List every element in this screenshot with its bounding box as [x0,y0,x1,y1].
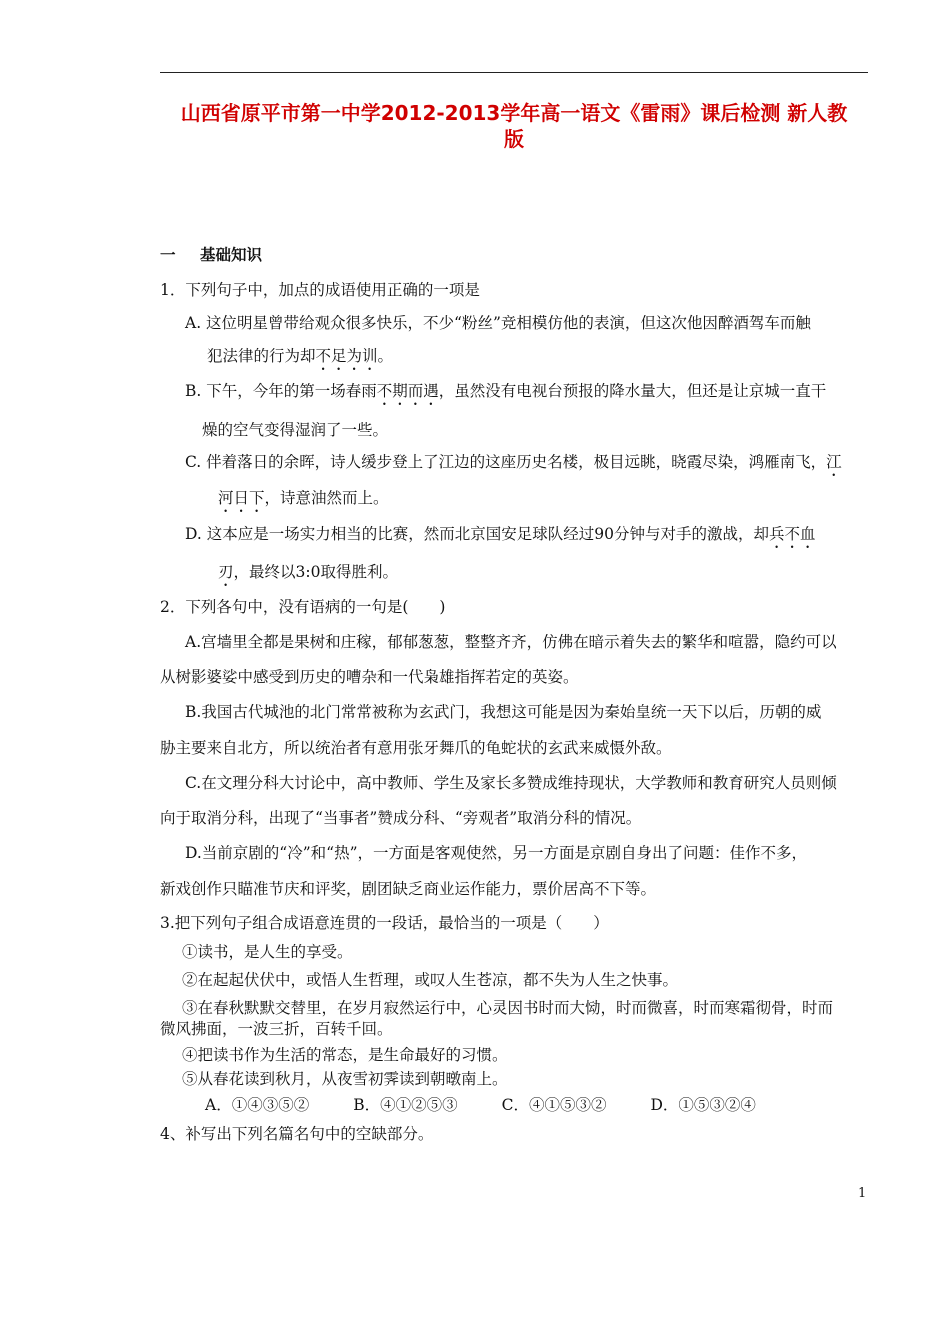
q1-option-c-line1 [185,452,842,480]
document-title [160,100,868,152]
header-rule [160,72,868,73]
text: ，虽然没有电视台预报的降水量大，但还是让京城一直干 [438,382,827,400]
dotted-idiom: 刃 [218,563,234,581]
text: 。 [377,347,394,365]
q3-sentence-5: ⑤从春花读到秋月，从夜雪初霁读到朝暾南上。 [182,1070,508,1088]
q3-stem: 3.把下列句子组合成语意连贯的一段话，最恰当的一项是（ ） [160,914,609,932]
q1-option-a-line2 [207,346,393,374]
dotted-idiom: 不足为训 [315,347,378,365]
title-line-1: 山西省原平市第一中学2012-2013学年高一语文《雷雨》课后检测 新人教 [180,101,848,125]
dotted-idiom: 兵不血 [768,525,816,543]
title-line-2: 版 [504,127,524,151]
dotted-idiom: 不期而遇 [376,382,439,400]
q1-option-b-line1 [185,381,826,409]
q3-sentence-3-line1: ③在春秋默默交替里，在岁月寂然运行中，心灵因书时而大恸，时而微喜，时而寒霜彻骨，时而 [182,999,834,1017]
q1-option-d-line2 [218,562,398,590]
q3-option-b: B．④①②⑤③ [353,1096,458,1114]
q1-option-d-line1 [185,524,815,552]
q3-sentence-1: ①读书，是人生的享受。 [182,943,353,961]
q3-option-d: D．①⑤③②④ [650,1096,756,1114]
q4-stem: 4、补写出下列名篇名句中的空缺部分。 [160,1125,434,1143]
q2-option-b-line1: B.我国古代城池的北门常常被称为玄武门，我想这可能是因为秦始皇统一天下以后，历朝的威 [185,703,822,721]
text: 犯法律的行为却 [207,347,316,365]
q1-option-a-line1: A. 这位明星曾带给观众很多快乐，不少“粉丝”竞相模仿他的表演，但这次他因醉酒驾车而触 [185,314,811,332]
text: D. 这本应是一场实力相当的比赛，然而北京国安足球队经过90分钟与对手的激战，却 [185,525,769,543]
q3-options [205,1095,800,1115]
text: C. 伴着落日的余晖，诗人缓步登上了江边的这座历史名楼，极目远眺，晓霞尽染，鸿雁南飞， [185,453,827,471]
q3-sentence-4: ④把读书作为生活的常态，是生命最好的习惯。 [182,1046,508,1064]
q2-stem: 2．下列各句中，没有语病的一句是( ) [160,598,446,616]
text: B. 下午，今年的第一场春雨 [185,382,377,400]
q2-option-d-line2: 新戏创作只瞄准节庆和评奖，剧团缺乏商业运作能力，票价居高不下等。 [160,880,657,898]
q3-option-c: C．④①⑤③② [501,1096,607,1114]
q2-option-a-line2: 从树影婆娑中感受到历史的嘈杂和一代枭雄指挥若定的英姿。 [160,668,579,686]
q2-option-d-line1: D.当前京剧的“冷”和“热”，一方面是客观使然，另一方面是京剧自身出了问题：佳作不多， [185,844,808,862]
q2-option-b-line2: 胁主要来自北方，所以统治者有意用张牙舞爪的龟蛇状的玄武来威慑外敌。 [160,739,672,757]
q3-option-a: A．①④③⑤② [205,1096,310,1114]
text: ，诗意油然而上。 [264,489,389,507]
section-label: 基础知识 [200,246,263,264]
section-heading [160,243,262,265]
dotted-idiom: 河日下 [218,489,265,507]
q3-sentence-3-line2: 微风拂面，一波三折，百转千回。 [160,1020,393,1038]
q1-option-b-line2: 燥的空气变得湿润了一些。 [202,421,389,439]
q1-stem: 1．下列句子中，加点的成语使用正确的一项是 [160,281,480,299]
q2-option-c-line2: 向于取消分科，出现了“当事者”赞成分科、“旁观者”取消分科的情况。 [160,809,642,827]
section-number: 一 [160,246,176,264]
q2-option-a-line1: A.宫墙里全都是果树和庄稼，郁郁葱葱，整整齐齐，仿佛在暗示着失去的繁华和喧嚣，隐约可以 [185,633,837,651]
q1-option-c-line2 [218,488,389,516]
q3-sentence-2: ②在起起伏伏中，或悟人生哲理，或叹人生苍凉，都不失为人生之快事。 [182,971,679,989]
text: ，最终以3:0取得胜利。 [233,563,398,581]
q2-option-c-line1: C.在文理分科大讨论中，高中教师、学生及家长多赞成维持现状，大学教师和教育研究人员则倾 [185,774,837,792]
page-number: 1 [858,1186,867,1201]
dotted-idiom: 江 [826,453,842,471]
